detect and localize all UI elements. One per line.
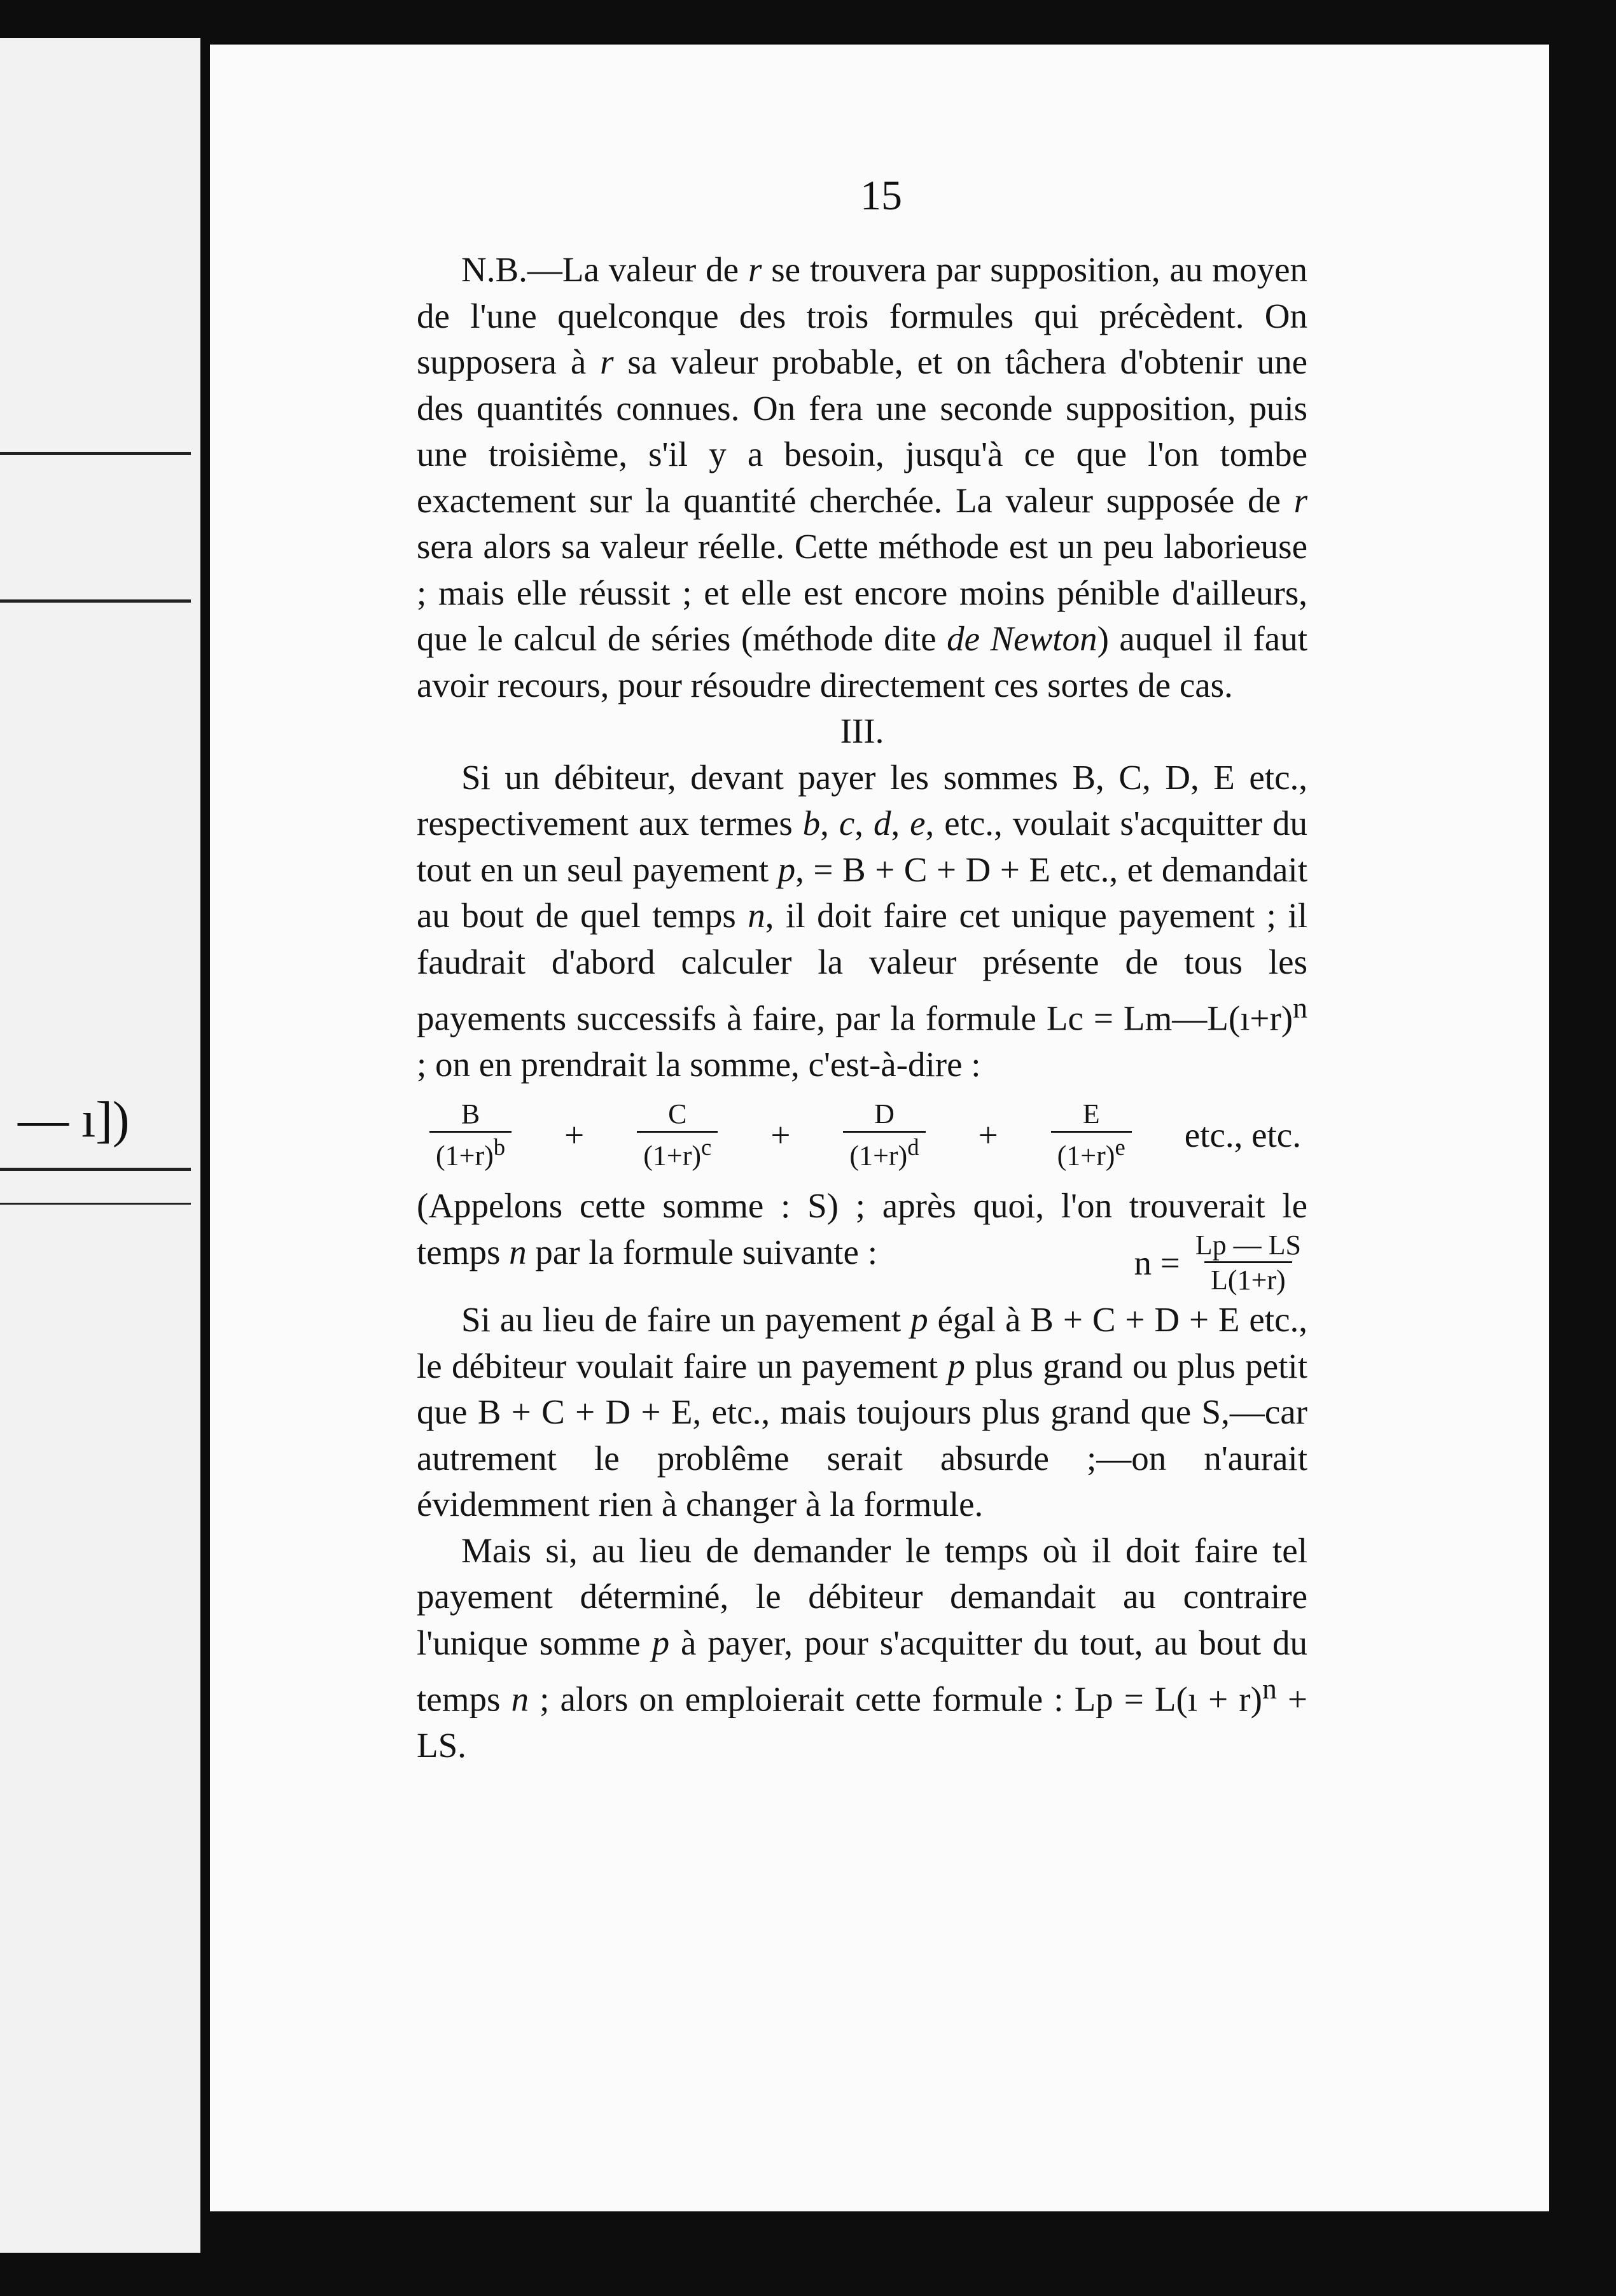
fraction-term [1189, 1229, 1307, 1297]
text-run: ; alors on emploierait cette formule : Lp = L(ı + r) [528, 1679, 1262, 1719]
variable-r: r [748, 250, 762, 289]
exponent: d [907, 1134, 919, 1160]
denominator-base: (1+r) [643, 1140, 702, 1172]
variable-n: n [509, 1232, 527, 1271]
denominator-base: (1+r) [436, 1140, 494, 1172]
page-body [417, 247, 1307, 1768]
facing-page-rule [0, 1168, 191, 1171]
text-run: , etc., voulait s'acquitter du tout en un seul payement [417, 804, 1308, 889]
text-run: à payer, pour s'acquitter du tout, au bout du temps [417, 1623, 1308, 1719]
variable-n: n [748, 896, 765, 935]
fraction-numerator: E [1082, 1098, 1100, 1130]
variable-r: r [600, 342, 614, 381]
newton-reference: de Newton [947, 619, 1097, 658]
text-run: sera alors sa valeur réelle. Cette méthode est un peu laborieuse ; mais elle réussit ; et elle est encore moins pénible d'ailleurs, que le calcul de séries (méthode dite [417, 527, 1307, 658]
paragraph-sum-s [417, 1183, 1307, 1296]
exponent: c [701, 1134, 712, 1160]
text-run: , [854, 804, 874, 843]
fraction-numerator: B [461, 1098, 480, 1130]
text-run: , = B + C + D + E etc., et demandait au bout de quel temps [417, 850, 1307, 935]
text-run: (Appelons cette somme : S) ; après quoi, l'on trouverait le temps [417, 1186, 1307, 1271]
text-run: plus grand ou plus petit que B + C + D + E, etc., mais toujours plus grand que S,—car autrement le problême serait absurde ;—on n'aurait évidemment rien à changer à la formule. [417, 1346, 1307, 1524]
plus-sign: + [564, 1116, 585, 1155]
fraction-numerator: Lp — LS [1195, 1229, 1301, 1261]
text-run: égal à B + C + D + E etc., le débiteur voulait faire un payement [417, 1300, 1308, 1385]
facing-page-rule [0, 599, 191, 603]
variable-p: p [651, 1623, 670, 1662]
paragraph-unique-sum [417, 1528, 1307, 1769]
variable-p: p [947, 1346, 965, 1385]
etc-text: etc., etc. [1184, 1116, 1301, 1155]
text-run: N.B.—La valeur de [461, 250, 748, 289]
fraction-numerator: C [668, 1098, 687, 1130]
fraction-denominator [429, 1131, 512, 1172]
text-run: Si au lieu de faire un payement [461, 1300, 911, 1340]
page-number: 15 [860, 172, 902, 219]
sum-formula [417, 1088, 1307, 1183]
variable-p: p [777, 850, 796, 889]
facing-page-rule [0, 1203, 191, 1205]
text-run: + LS. [417, 1679, 1307, 1765]
paragraph-debtor [417, 755, 1307, 1088]
text-run: ; on en prendrait la somme, c'est-à-dire : [417, 1044, 981, 1084]
text-run: , [820, 804, 839, 843]
variable-d: d [873, 804, 891, 843]
fraction-denominator [843, 1131, 925, 1172]
facing-page-rule [0, 452, 191, 455]
variable-b: b [802, 804, 821, 843]
variable-c: c [839, 804, 855, 843]
exponent: b [493, 1134, 506, 1160]
text-run: , il doit faire cet unique payement ; il faudrait d'abord calculer la valeur présente de tous les payements successifs à faire, par la formule Lc = Lm—L(ı+r) [417, 896, 1307, 1038]
variable-n: n [511, 1679, 529, 1719]
exponent: n [1293, 991, 1307, 1024]
section-heading: III. [840, 711, 884, 750]
paragraph-payment-p [417, 1297, 1307, 1528]
fraction-term [843, 1098, 925, 1172]
formula-lhs: n = [1134, 1243, 1180, 1282]
fraction-denominator [637, 1131, 718, 1172]
denominator-base: (1+r) [849, 1140, 908, 1172]
fraction-denominator [1051, 1131, 1132, 1172]
text-run: , [891, 804, 910, 843]
exponent: e [1115, 1134, 1125, 1160]
variable-r: r [1293, 480, 1307, 520]
facing-page [0, 38, 200, 2253]
fraction-term [1051, 1098, 1132, 1172]
denominator-base: (1+r) [1057, 1140, 1115, 1172]
fraction-term [429, 1098, 512, 1172]
text-run: Si un débiteur, devant payer les sommes B, C, D, E etc., respectivement aux termes [417, 757, 1307, 843]
exponent: n [1262, 1672, 1277, 1705]
text-run: sa valeur probable, et on tâchera d'obtenir une des quantités connues. On fera une seconde supposition, puis une troisième, s'il y a besoin, jusqu'à ce que l'on tombe exactement sur la quantité cherchée. La valeur supposée de [417, 342, 1308, 520]
variable-e: e [910, 804, 926, 843]
variable-p: p [910, 1300, 928, 1340]
text-run: se trouvera par supposition, au moyen de l'une quelconque des trois formules qui précèdent. On supposera à [417, 250, 1307, 381]
time-formula [1134, 1229, 1307, 1297]
nb-paragraph [417, 247, 1307, 708]
text-run: par la formule suivante : [526, 1232, 877, 1271]
facing-page-formula-fragment: — ı]) [18, 1092, 130, 1148]
text-run: ) auquel il faut avoir recours, pour résoudre directement ces sortes de cas. [417, 619, 1307, 704]
fraction-term [637, 1098, 718, 1172]
fraction-numerator: D [874, 1098, 895, 1130]
plus-sign: + [978, 1116, 998, 1155]
fraction-denominator: L(1+r) [1204, 1261, 1292, 1297]
plus-sign: + [770, 1116, 791, 1155]
text-run: Mais si, au lieu de demander le temps où il doit faire tel payement déterminé, le débiteur demandait au contraire l'unique somme [417, 1530, 1307, 1662]
